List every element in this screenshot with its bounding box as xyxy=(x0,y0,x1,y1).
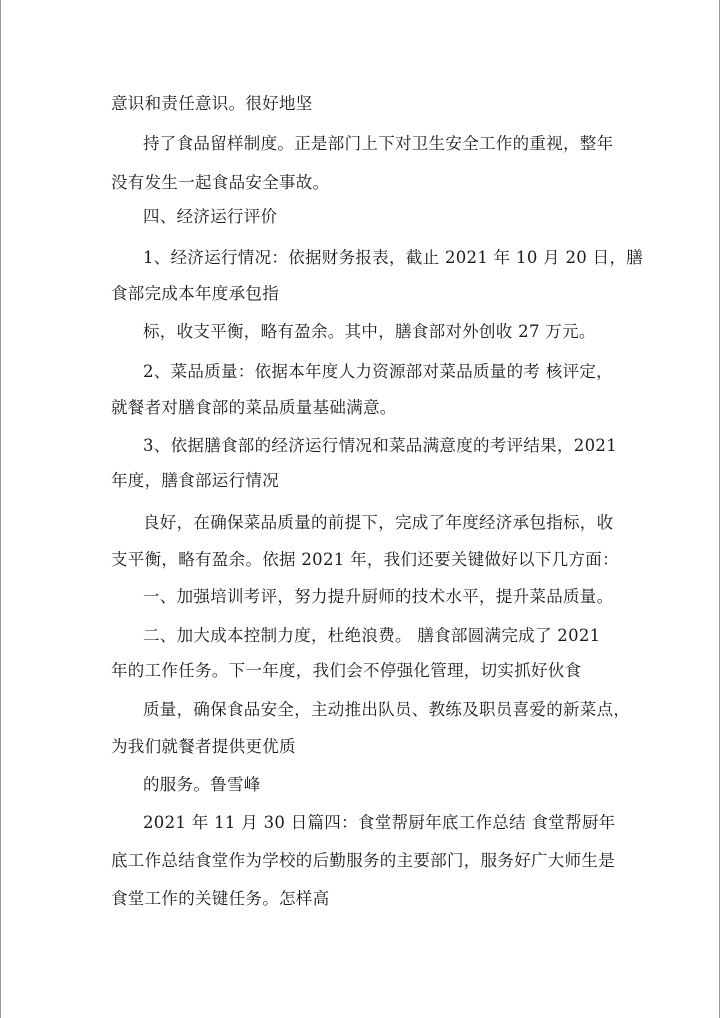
text-line: 底工作总结食堂作为学校的后勤服务的主要部门，服务好广大师生是 xyxy=(111,851,615,870)
text-line: 没有发生一起食品安全事故。 xyxy=(111,173,330,192)
text-line: 年的工作任务。下一年度，我们会不停强化管理，切实抓好伙食 xyxy=(111,661,582,680)
text-line: 支平衡，略有盈余。依据 2021 年，我们还要关键做好以下几方面： xyxy=(111,550,619,569)
text-line: 食部完成本年度承包指 xyxy=(111,284,279,303)
text-line: 3、依据膳食部的经济运行情况和菜品满意度的考评结果，2021 xyxy=(143,436,617,455)
text-line: 为我们就餐者提供更优质 xyxy=(111,737,296,756)
text-line: 食堂工作的关键任务。怎样高 xyxy=(111,889,330,908)
text-line: 2021 年 11 月 30 日篇四：食堂帮厨年底工作总结 食堂帮厨年 xyxy=(143,813,616,832)
text-line: 二、加大成本控制力度，杜绝浪费。 膳食部圆满完成了 2021 xyxy=(143,626,601,645)
text-line: 良好，在确保菜品质量的前提下，完成了年度经济承包指标，收 xyxy=(143,513,614,532)
text-line: 质量，确保食品安全，主动推出队员、教练及职员喜爱的新菜点， xyxy=(143,700,631,719)
text-line: 持了食品留样制度。正是部门上下对卫生安全工作的重视，整年 xyxy=(143,134,614,153)
text-line: 就餐者对膳食部的菜品质量基础满意。 xyxy=(111,398,397,417)
text-line: 一、加强培训考评，努力提升厨师的技术水平，提升菜品质量。 xyxy=(143,587,614,606)
section-heading: 四、经济运行评价 xyxy=(143,207,278,226)
text-line: 标，收支平衡，略有盈余。其中，膳食部对外创收 27 万元。 xyxy=(143,322,596,341)
text-line: 年度，膳食部运行情况 xyxy=(111,471,279,490)
text-line: 1、经济运行情况：依据财务报表，截止 2021 年 10 月 20 日，膳 xyxy=(143,248,644,267)
text-line: 的服务。鲁雪峰 xyxy=(143,775,261,794)
text-line: 2、菜品质量：依据本年度人力资源部对菜品质量的考 核评定， xyxy=(143,362,613,381)
text-line: 意识和责任意识。很好地坚 xyxy=(111,94,313,113)
